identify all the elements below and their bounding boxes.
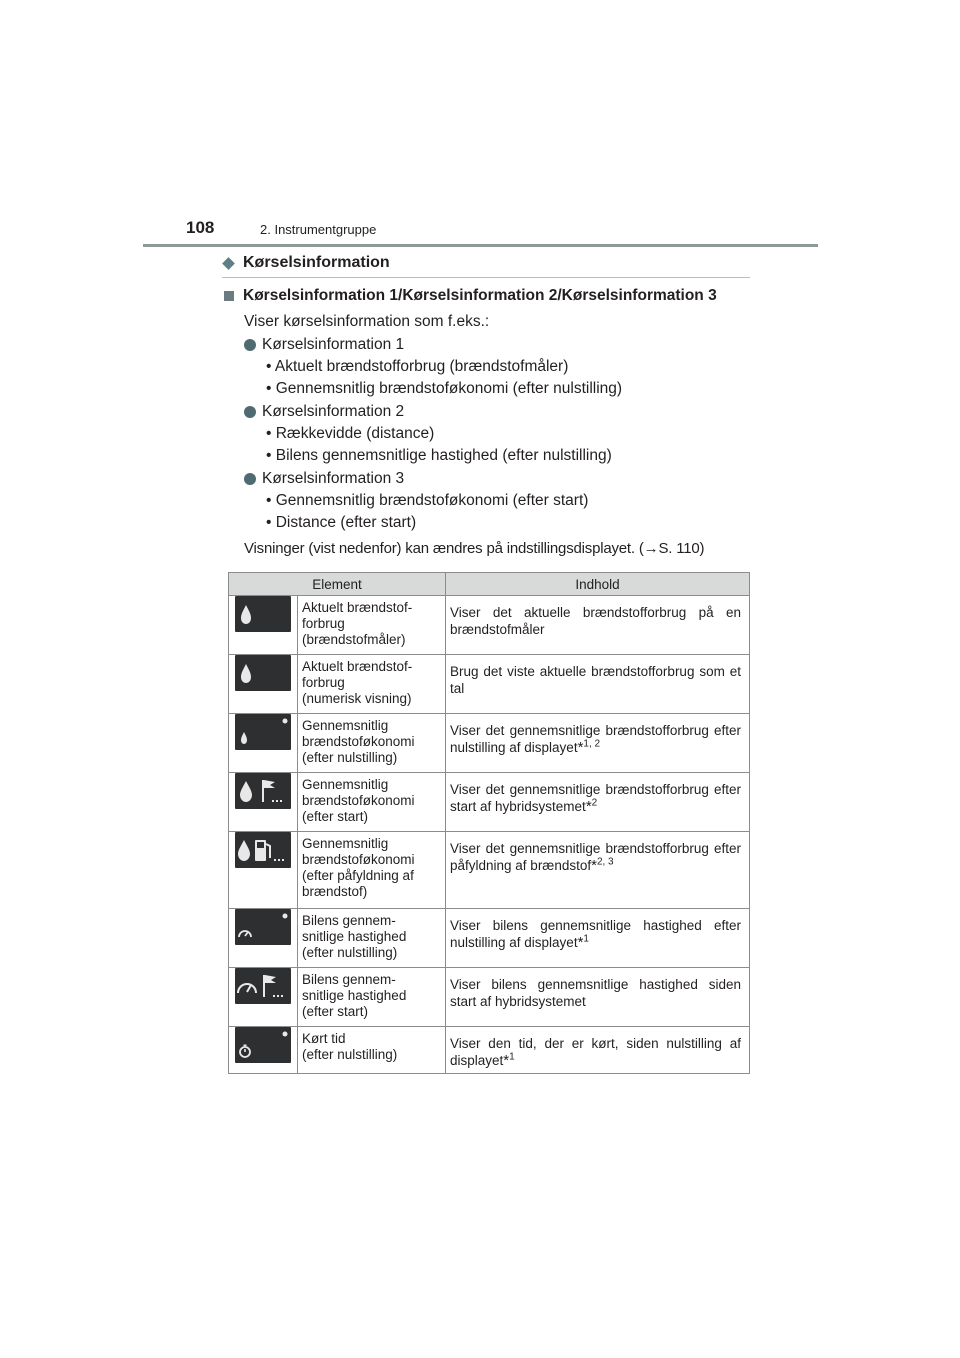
element-cell	[298, 968, 446, 1027]
icon-cell	[229, 655, 298, 714]
element-line: snitlige hastighed	[302, 929, 407, 944]
dot-bullet-icon	[244, 406, 256, 418]
description-text: Brug det viste aktuelle brændstofforbrug som et tal	[450, 664, 741, 696]
element-line: (efter nulstilling)	[302, 945, 398, 960]
footnote-star: *	[577, 739, 584, 756]
description-text: Viser det gennemsnitlige brændstofforbrug efter start af hybridsystemet	[450, 782, 741, 814]
dot-bullet-icon	[244, 339, 256, 351]
element-line: brændstoføkonomi	[302, 793, 415, 808]
info-table	[228, 572, 750, 1074]
table-header-indhold: Indhold	[446, 573, 750, 596]
element-cell	[298, 655, 446, 714]
icon-cell	[229, 714, 298, 773]
group-label-text: Kørselsinformation 1	[262, 336, 405, 353]
table-row	[229, 832, 750, 909]
fuel-drop-reset-icon	[235, 714, 291, 750]
icon-cell	[229, 968, 298, 1027]
description-cell	[446, 596, 750, 655]
element-line: Kørt tid	[302, 1031, 346, 1046]
description-text: Viser det gennemsnitlige brændstofforbrug efter nulstilling af displayet	[450, 723, 741, 755]
footnote-ref: 1, 2	[583, 738, 601, 750]
fuel-drop-flag-icon	[235, 773, 291, 809]
dot-bullet-icon	[244, 473, 256, 485]
bullet-text: Rækkevidde (distance)	[275, 425, 435, 442]
element-line: Aktuelt brændstof-	[302, 659, 413, 674]
element-line: Gennemsnitlig	[302, 718, 389, 733]
fuel-drop-pump-icon	[235, 832, 291, 868]
element-line: Gennemsnitlig	[302, 836, 389, 851]
sub-title-text: Kørselsinformation 1/Kørselsinformation 2/Kørselsinformation 3	[243, 287, 717, 304]
table-row	[229, 714, 750, 773]
square-bullet-icon	[224, 291, 234, 301]
footnote-ref: 1	[509, 1051, 515, 1063]
element-line: forbrug	[302, 616, 345, 631]
footnote-star: *	[503, 1052, 510, 1069]
bullet-item: • Bilens gennemsnitlige hastighed (efter nulstilling)	[266, 447, 612, 464]
element-cell	[298, 596, 446, 655]
visning-body: Visninger (vist nedenfor) kan ændres på indstillingsdisplayet. (	[244, 540, 644, 557]
element-line: (efter start)	[302, 1004, 369, 1019]
speedometer-reset-icon	[235, 909, 291, 945]
element-cell	[298, 1027, 446, 1074]
element-line: brændstoføkonomi	[302, 734, 415, 749]
description-text: Viser bilens gennemsnitlige hastighed siden start af hybridsystemet	[450, 977, 741, 1009]
stopwatch-reset-icon	[235, 1027, 291, 1063]
bullet-item: • Gennemsnitlig brændstoføkonomi (efter nulstilling)	[266, 380, 623, 397]
icon-cell	[229, 1027, 298, 1074]
sub-title	[224, 287, 717, 305]
fuel-drop-icon	[235, 655, 291, 691]
description-cell	[446, 1027, 750, 1074]
group-label-text: Kørselsinformation 3	[262, 470, 405, 487]
element-line: snitlige hastighed	[302, 988, 407, 1003]
element-line: (efter påfyldning af	[302, 868, 414, 883]
description-cell	[446, 655, 750, 714]
table-row	[229, 1027, 750, 1074]
description-text: Viser den tid, der er kørt, siden nulstilling af displayet	[450, 1036, 741, 1068]
icon-cell	[229, 596, 298, 655]
footnote-ref: 1	[583, 933, 589, 945]
element-line: brændstof)	[302, 884, 368, 899]
element-line: Aktuelt brændstof-	[302, 600, 413, 615]
bullet-text: Aktuelt brændstofforbrug (brændstofmåler)	[274, 358, 569, 375]
bullet-text: Bilens gennemsnitlige hastighed (efter nulstilling)	[275, 447, 612, 464]
diamond-icon	[222, 257, 235, 270]
element-line: (efter nulstilling)	[302, 750, 398, 765]
footnote-star: *	[577, 934, 584, 951]
description-text: Viser det aktuelle brændstofforbrug på en brændstofmåler	[450, 605, 741, 637]
visning-text	[244, 540, 704, 557]
table-row	[229, 596, 750, 655]
page-ref-link[interactable]: S. 110)	[658, 540, 705, 557]
fuel-drop-icon	[235, 596, 291, 632]
element-cell	[298, 714, 446, 773]
bullet-text: Gennemsnitlig brændstoføkonomi (efter start)	[275, 492, 589, 509]
element-line: forbrug	[302, 675, 345, 690]
element-line: (numerisk visning)	[302, 691, 412, 706]
table-row	[229, 909, 750, 968]
element-line: Bilens gennem-	[302, 972, 396, 987]
table-row	[229, 968, 750, 1027]
footnote-star: *	[591, 857, 597, 874]
group-label-1	[244, 336, 404, 354]
icon-cell	[229, 832, 298, 909]
chapter-title: 2. Instrumentgruppe	[260, 222, 377, 237]
description-cell	[446, 968, 750, 1027]
bullet-item: • Gennemsnitlig brændstoføkonomi (efter start)	[266, 492, 589, 509]
element-line: Bilens gennem-	[302, 913, 396, 928]
speedometer-flag-icon	[235, 968, 291, 1004]
header-rule	[143, 244, 818, 247]
table-header-row	[229, 573, 750, 596]
bullet-text: Gennemsnitlig brændstoføkonomi (efter nulstilling)	[275, 380, 623, 397]
element-line: (efter nulstilling)	[302, 1047, 398, 1062]
icon-cell	[229, 909, 298, 968]
description-cell	[446, 832, 750, 909]
group-label-3	[244, 470, 404, 488]
description-text: Viser bilens gennemsnitlige hastighed efter nulstilling af displayet	[450, 918, 741, 950]
section-title-text: Kørselsinformation	[243, 254, 390, 271]
element-line: (brændstofmåler)	[302, 632, 406, 647]
group-label-text: Kørselsinformation 2	[262, 403, 405, 420]
section-rule	[222, 277, 750, 278]
icon-cell	[229, 773, 298, 832]
footnote-ref: 2, 3	[596, 856, 614, 868]
description-cell	[446, 714, 750, 773]
page-number: 108	[186, 218, 215, 237]
element-line: Gennemsnitlig	[302, 777, 389, 792]
description-cell	[446, 773, 750, 832]
bullet-item: • Distance (efter start)	[266, 514, 417, 531]
element-cell	[298, 909, 446, 968]
description-cell	[446, 909, 750, 968]
table-row	[229, 655, 750, 714]
footnote-star: *	[585, 798, 592, 815]
bullet-text: Distance (efter start)	[275, 514, 417, 531]
table-header-element: Element	[229, 573, 446, 596]
bullet-item: • Rækkevidde (distance)	[266, 425, 435, 442]
bullet-item: • Aktuelt brændstofforbrug (brændstofmåler)	[266, 358, 569, 375]
element-line: (efter start)	[302, 809, 369, 824]
group-label-2	[244, 403, 404, 421]
table-row	[229, 773, 750, 832]
element-line: brændstoføkonomi	[302, 852, 415, 867]
element-cell	[298, 773, 446, 832]
arrow-icon: →	[643, 540, 659, 557]
section-title	[222, 254, 390, 272]
element-cell	[298, 832, 446, 909]
intro-text: Viser kørselsinformation som f.eks.:	[244, 313, 490, 330]
description-text: Viser det gennemsnitlige brændstofforbrug efter påfyldning af brændstof	[450, 841, 741, 873]
footnote-ref: 2	[591, 797, 598, 809]
